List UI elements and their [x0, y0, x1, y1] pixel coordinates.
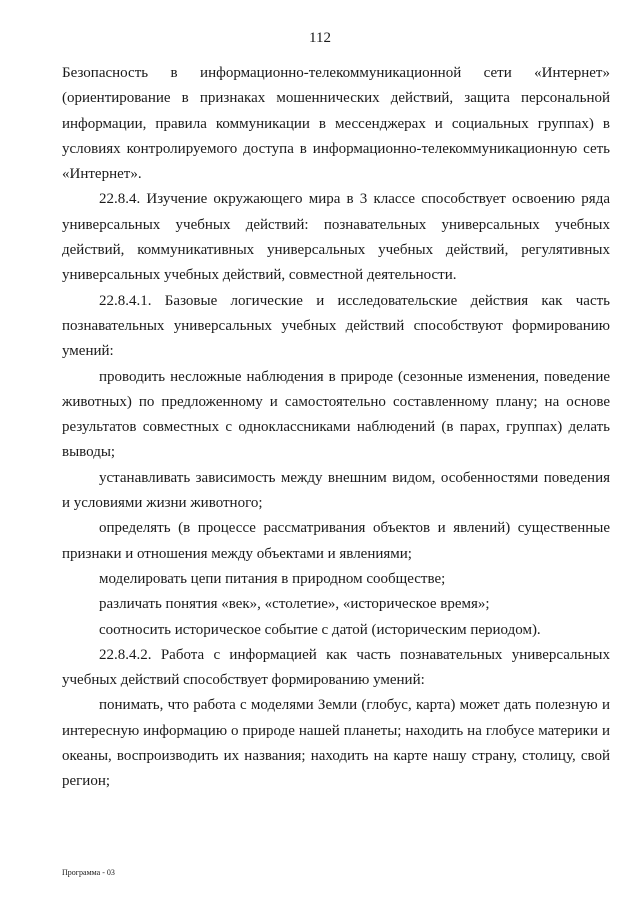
skill-globe-map: понимать, что работа с моделями Земли (глобус, карта) может дать полезную и интересную информацию о природе нашей планеты; находить на глобусе материки и океаны, воспроизводить их названия; находить на карте нашу страну, столицу, свой регион;: [62, 697, 610, 790]
footer-label: Программа - 03: [62, 868, 115, 877]
skill-dependency: устанавливать зависимость между внешним видом, особенностями поведения и условиями жизни животного;: [62, 469, 610, 512]
skill-historical-dates: соотносить историческое событие с датой (историческим периодом).: [99, 621, 541, 638]
skill-observations: проводить несложные наблюдения в природе (сезонные изменения, поведение животных) по предложенному и самостоятельно составленному плану; на основе результатов совместных с одноклассниками наблюдений (в парах, группах) делать выводы;: [62, 368, 610, 461]
document-body: [62, 61, 610, 795]
paragraph-22-8-4-2: 22.8.4.2. Работа с информацией как часть познавательных универсальных учебных действий способствует формированию умений:: [62, 646, 610, 689]
paragraph-internet-safety: Безопасность в информационно-телекоммуникационной сети «Интернет» (ориентирование в признаках мошеннических действий, защита персональной информации, правила коммуникации в мессенджерах и социальных группах) в условиях контролируемого доступа в информационно-телекоммуникационную сеть «Интернет».: [62, 65, 610, 183]
page-number: 112: [309, 30, 331, 46]
skill-century-concepts: различать понятия «век», «столетие», «историческое время»;: [99, 596, 490, 613]
paragraph-22-8-4: 22.8.4. Изучение окружающего мира в 3 классе способствует освоению ряда универсальных учебных действий: познавательных универсальных учебных действий, коммуникативных универсальных учебных действий, регулятивных универсальных учебных действий, совместной деятельности.: [62, 191, 610, 284]
paragraph-22-8-4-1: 22.8.4.1. Базовые логические и исследовательские действия как часть познавательных универсальных учебных действий способствуют формированию умений:: [62, 292, 610, 360]
skill-essential-features: определять (в процессе рассматривания объектов и явлений) существенные признаки и отношения между объектами и явлениями;: [62, 520, 610, 562]
skill-food-chains: моделировать цепи питания в природном сообществе;: [99, 570, 446, 587]
